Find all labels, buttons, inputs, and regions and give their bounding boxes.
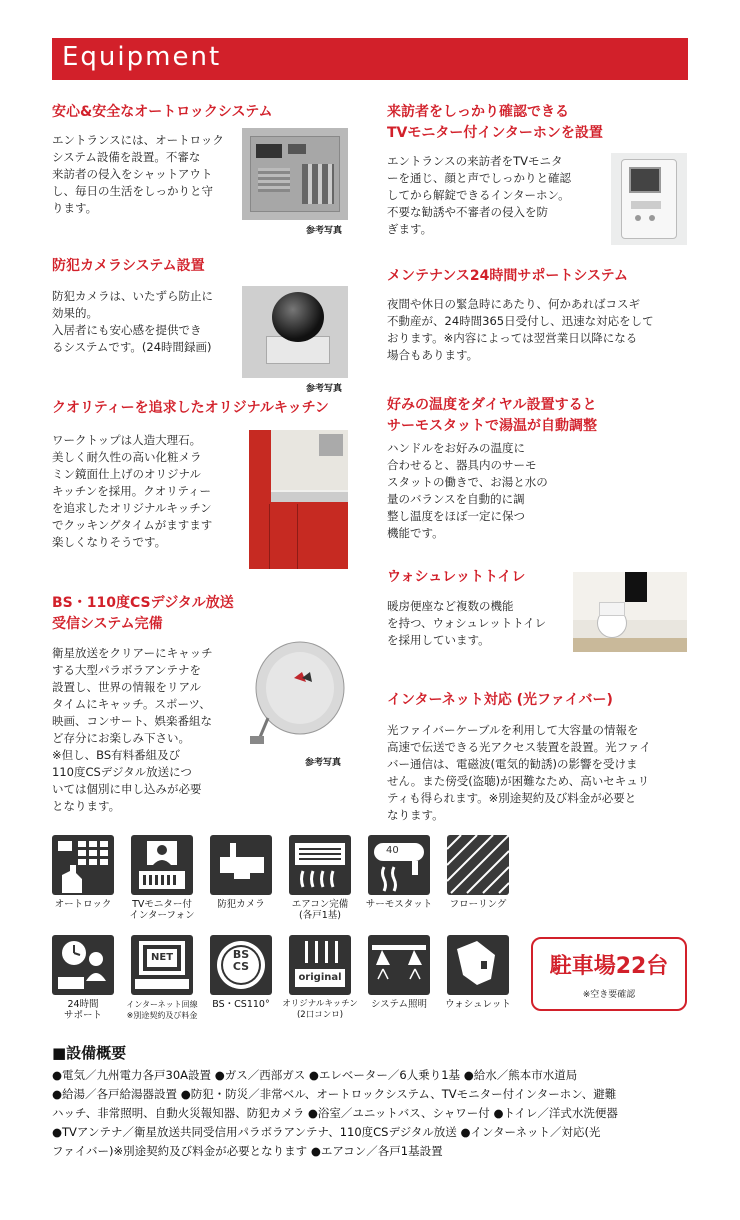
system-lighting-icon (368, 935, 430, 995)
bs-cs-title-2: 受信システム完備 (52, 616, 163, 632)
autolock-section (52, 102, 273, 123)
camera-text: 防犯カメラは、いたずら防止に 効果的。 入居者にも安心感を提供でき るシステムです。(24時間録画) (52, 289, 213, 354)
washlet-title: ウォシュレットトイレ (387, 569, 526, 585)
bs-cs-title-1: BS・110度CSデジタル放送 (52, 595, 234, 611)
parking-title: 駐車場22台 (549, 954, 669, 979)
air-conditioner-icon (289, 835, 351, 895)
tv-intercom-label: TVモニター付 インターフォン (129, 899, 195, 921)
internet-text: 光ファイバーケーブルを利用して大容量の情報を 高速で伝送できる光アクセス装置を設置。光ファイ バー通信は、電磁波(電気的勧誘)の影響を受けま せん。また傍受(盗聴)が困難なため、高いセキュリ ティも得られます。※別途契約及び料金が必要と なります。 (387, 723, 651, 822)
kitchen-section (52, 398, 329, 419)
flooring-icon (447, 835, 509, 895)
system-lighting-label: システム照明 (370, 999, 428, 1010)
thermostat-title-1: 好みの温度をダイヤル設置すると (387, 397, 597, 413)
thermostat-text: ハンドルをお好みの温度に 合わせると、器具内のサーモ スタットの働きで、お湯と水の 量のバランスを自動的に調 整し温度をほぼ一定に保つ 機能です。 (387, 441, 548, 540)
bs-cs-text: 衛星放送をクリアーにキャッチ する大型パラボラアンテナを 設置し、世界の情報をリアル タイムにキャッチ。スポーツ、 映画、コンサート、娯楽番組な ど存分にお楽しみ下さい。 ※但し、BS有料番組及び 110度CSデジタル放送につ いては個別に申し込みが必要 となります。 (52, 646, 213, 813)
internet-label: インターネット回線 ※別途契約及び料金 (126, 1000, 198, 1020)
bs-cs-glyph: BS CS (232, 948, 250, 973)
kitchen-glyph: original (298, 972, 342, 983)
thermostat-section (387, 395, 597, 437)
kitchen-label: オリジナルキッチン (2口コンロ) (282, 999, 358, 1020)
tv-intercom-icon (131, 835, 193, 895)
support-title: メンテナンス24時間サポートシステム (387, 268, 628, 284)
kitchen-photo (249, 430, 348, 569)
thermostat-label: サーモスタット (365, 899, 433, 910)
autolock-icon (52, 835, 114, 895)
antenna-caption: 参考写真 (305, 758, 342, 768)
kitchen-title: クオリティーを追求したオリジナルキッチン (52, 400, 329, 416)
security-camera-label: 防犯カメラ (217, 899, 265, 910)
bs-cs-icon (210, 935, 272, 995)
support-text: 夜間や休日の緊急時にあたり、何かあればコスギ 不動産が、24時間365日受付し、迅速な対応をして おります。※内容によっては翌営業日以降になる 場合もあります。 (387, 297, 654, 362)
support-24h-icon (52, 935, 114, 995)
autolock-caption: 参考写真 (306, 226, 343, 236)
camera-section (52, 256, 205, 277)
bs-cs-section (52, 593, 234, 635)
autolock-label: オートロック (54, 899, 112, 910)
camera-photo (242, 286, 348, 378)
intercom-photo (611, 153, 687, 245)
kitchen-icon (289, 935, 351, 995)
section-title: Equipment (62, 42, 222, 72)
washlet-text: 暖房便座など複数の機能 を持つ、ウォシュレットトイレ を採用しています。 (387, 599, 547, 647)
camera-caption: 参考写真 (306, 384, 343, 394)
washlet-icon (447, 935, 509, 995)
intercom-section (387, 102, 603, 144)
equipment-outline-heading: ■設備概要 (52, 1044, 127, 1062)
security-camera-icon (210, 835, 272, 895)
flooring-label: フローリング (449, 899, 507, 910)
section-banner (52, 38, 688, 80)
bs-cs-label: BS・CS110° (212, 999, 270, 1010)
support-section (387, 266, 628, 287)
internet-section (387, 690, 613, 711)
intercom-title-2: TVモニター付インターホンを設置 (387, 125, 603, 141)
internet-title: インターネット対応 (光ファイバー) (387, 692, 613, 708)
camera-title: 防犯カメラシステム設置 (52, 258, 205, 274)
parking-box (531, 937, 687, 1011)
washlet-section (387, 567, 525, 588)
autolock-text: エントランスには、オートロック システム設備を設置。不審な 来訪者の侵入をシャットアウト し、毎日の生活をしっかりと守 ります。 (52, 133, 224, 215)
autolock-photo (242, 128, 348, 220)
thermostat-glyph: 40 (386, 845, 399, 856)
toilet-photo (573, 572, 687, 652)
thermostat-title-2: サーモスタットで湯温が自動調整 (387, 418, 597, 434)
kitchen-text: ワークトップは人造大理石。 美しく耐久性の高い化粧メラ ミン鏡面仕上げのオリジナル キッチンを採用。クオリティー を追求したオリジナルキッチン でクッキングタイムがますます 楽しくなりそうです。 (52, 433, 213, 549)
parking-note: ※空き要確認 (582, 990, 636, 1000)
internet-glyph: NET (151, 952, 174, 963)
support-24h-label: 24時間 サポート (63, 999, 102, 1021)
intercom-title-1: 来訪者をしっかり確認できる (387, 104, 569, 120)
internet-icon (131, 935, 193, 995)
thermostat-icon (368, 835, 430, 895)
antenna-photo (246, 638, 346, 748)
equipment-outline-body: ●電気／九州電力各戸30A設置 ●ガス／西部ガス ●エレベーター／6人乗り1基 ●給水／熊本市水道局 ●給湯／各戸給湯器設置 ●防犯・防災／非常ベル、オートロックシステム、TVモニター付インターホン、避難 ハッチ、非常照明、自動火災報知器、防犯カメラ ●浴室／ユニットバス、シャワー付 ●トイレ／洋式水洗便器 ●TVアンテナ／衛星放送共同受信用パラボラアンテナ、110度CSデジタル放送 ●インターネット／対応(光 ファイバー)※別途契約及び料金が必要となります ●エアコン／各戸1基設置 (52, 1068, 618, 1158)
autolock-title: 安心&安全なオートロックシステム (52, 104, 273, 120)
washlet-label: ウォシュレット (445, 999, 511, 1010)
air-conditioner-label: エアコン完備 (各戸1基) (291, 899, 349, 921)
intercom-text: エントランスの来訪者をTVモニタ ーを通じ、顔と声でしっかりと確認 してから解錠できるインターホン。 不要な勧誘や不審者の侵入を防 ぎます。 (387, 154, 571, 236)
